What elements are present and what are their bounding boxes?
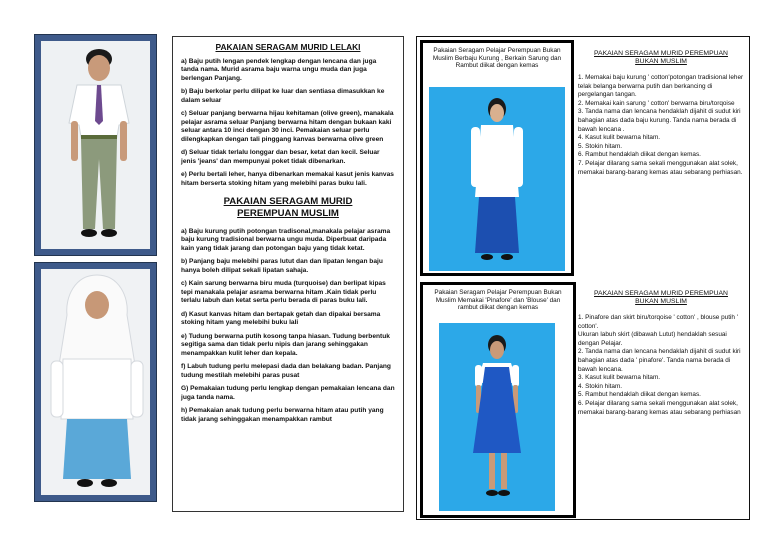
kurung-uniform-description [578, 50, 744, 177]
kurung-desc-item-7: 7. Pelajar dilarang sama sekali menggunakan alat solek, memakai barang-barang kemas atau sebarang perhiasan. [578, 159, 743, 176]
girls-rule-e: e) Tudung berwarna putih kosong tanpa hiasan. Tudung berbentuk segitiga sama dan tidak perlu nipis dan jarang sehinggakan menampakkan kulit leher dan kepala. [181, 332, 390, 357]
pinafore-desc-item-1: 1. Pinafore dan skirt biru/torqoise ' cotton' , blouse putih ' cotton'. [578, 314, 738, 330]
boys-rule-a: a) Baju putih lengan pendek lengkap dengan lencana dan juga tanda nama. Murid asrama baju warna ungu muda dan juga berlengan Panjang. [181, 58, 377, 82]
pinafore-card-title: Pakaian Seragam Pelajar Perempuan Bukan Muslim Memakai 'Pinafore' dan 'Blouse' dan rambut diikat dengan kemas [434, 289, 562, 312]
boys-rule-e: e) Perlu bertali leher, hanya dibenarkan memakai kasut jenis kanvas hitam berserta stoking hitam yang melebihi paras buku lali. [181, 171, 394, 187]
pinafore-desc-item-1b: Ukuran labuh skirt (dibawah Lutut) hendaklah sesuai dengan Pelajar. [578, 331, 727, 347]
pinafore-desc-item-2: 2. Tanda nama dan lencana hendaklah dijahit di sudut kiri bahagian atas dada ' pinafore'. Tanda nama berada di bawah lencana. [578, 348, 741, 373]
boy-figure [41, 41, 150, 249]
pinafore-desc-item-5: 5. Rambut hendaklah diikat dengan kemas. [578, 391, 701, 399]
pinafore-uniform-description [578, 290, 744, 417]
kurung-card-title: Pakaian Seragam Pelajar Perempuan Bukan Muslim Berbaju Kurung , Berkain Sarung dan Rambut diikat dengan kemas [432, 47, 562, 70]
kurung-desc-item-1: 1. Memakai baju kurung ' cotton'potongan tradisional leher telak belanga berwarna putih dan berkancing di pergelangan tangan. [578, 74, 744, 99]
boy-uniform-photo [34, 34, 157, 256]
boys-rule-d: d) Seluar tidak terlalu longgar dan besar, ketat dan kecil. Seluar jenis 'jeans' dan mempunyai poket tidak dibenarkan. [181, 149, 380, 165]
pinafore-desc-heading: PAKAIAN SERAGAM MURID PEREMPUAN BUKAN MUSLIM [594, 290, 728, 305]
girls-rule-g: G) Pemakaian tudung perlu lengkap dengan pemakaian lencana dan juga tanda nama. [181, 385, 395, 401]
girls-rule-h: h) Pemakaian anak tudung perlu berwarna hitam atau putih yang tidak jarang sehinggakan menampakkan rambut [181, 407, 384, 423]
kurung-figure [429, 87, 565, 271]
kurung-desc-item-5: 5. Stokin hitam. [578, 142, 623, 150]
kurung-uniform-photo [429, 87, 565, 271]
kurung-uniform-card [420, 40, 574, 276]
girls-rule-b: b) Panjang baju melebihi paras lutut dan dan lipatan lengan baju hanya boleh dilipat sekali lipatan sahaja. [181, 258, 383, 274]
girls-rule-f: f) Labuh tudung perlu melepasi dada dan belakang badan. Panjang tudung mestilah melebihi paras pusat [181, 363, 391, 379]
uniform-rules-text-box [172, 36, 404, 512]
girls-uniform-heading: PAKAIAN SERAGAM MURID PEREMPUAN MUSLIM [223, 196, 353, 220]
girl-uniform-photo [34, 262, 157, 502]
kurung-desc-item-6: 6. Rambut hendaklah diikat dengan kemas. [578, 151, 701, 159]
pinafore-desc-item-3: 3. Kasut kulit bewarna hitam. [578, 374, 661, 382]
girls-rule-a: a) Baju kurung putih potongan tradisonal,manakala pelajar asrama baju kurung tradisional berwarna ungu muda. Diperbuat daripada kain yang tidak jarang dan potongan baju yang tidak ketat. [181, 228, 391, 252]
pinafore-uniform-photo [439, 323, 555, 511]
boys-uniform-heading: PAKAIAN SERAGAM MURID LELAKI [215, 42, 361, 52]
kurung-desc-item-4: 4. Kasut kulit bewarna hitam. [578, 134, 661, 142]
pinafore-desc-item-4: 4. Stokin hitam. [578, 382, 623, 390]
girl-figure [41, 269, 150, 495]
kurung-desc-item-2: 2. Memakai kain sarung ' cotton' berwarna biru/torqoise [578, 99, 735, 107]
girls-rule-c: c) Kain sarung berwarna biru muda (turquoise) dan berlipat kipas tepi manakala pelajar asrama berwarna hitam .Kain tidak perlu terlalu labuh dan ketat serta perlu berada di paras buku lali. [181, 280, 386, 305]
pinafore-figure [439, 323, 555, 511]
boys-rule-b: b) Baju berkolar perlu dilipat ke luar dan sentiasa dimasukkan ke dalam seluar [181, 88, 385, 104]
pinafore-desc-item-6: 6. Pelajar dilarang sama sekali menggunakan alat solek, memakai barang-barang kemas atau sebarang perhiasan [578, 399, 741, 416]
boys-rule-c: c) Seluar panjang berwarna hijau kehitaman (olive green), manakala pelajar asrama seluar Panjang berwarna hitam dengan bukaan kaki seluar antara 10 inci dengan 30 inci. Pemakaian seluar perlu dilengkapkan dengan tali pinggang kanvas berwarna olive green [181, 110, 394, 143]
kurung-desc-item-3: 3. Tanda nama dan lencana hendaklah dijahit di sudut kiri bahagian atas dada baju kurung. Tanda nama berada di bawah lencana . [578, 108, 741, 133]
kurung-desc-heading: PAKAIAN SERAGAM MURID PEREMPUAN BUKAN MUSLIM [594, 50, 728, 65]
girls-rule-d: d) Kasut kanvas hitam dan bertapak getah dan dipakai bersama stoking hitam yang melebihi buku lali [181, 310, 381, 327]
pinafore-uniform-card [420, 282, 576, 518]
